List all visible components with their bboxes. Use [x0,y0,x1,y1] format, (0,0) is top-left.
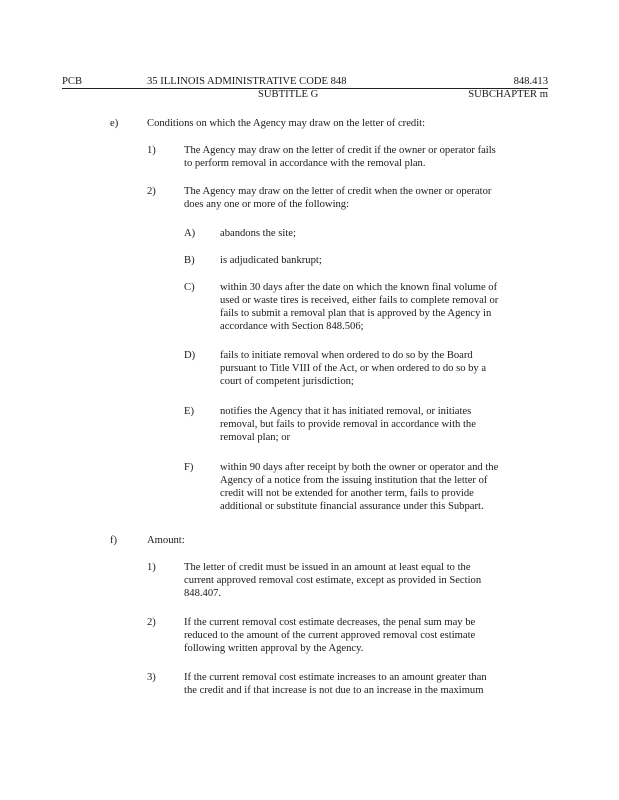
e-sub-e-label: E) [184,406,194,417]
e-sub-d-text [220,349,486,388]
f-item-3-label: 3) [147,672,156,683]
e-sub-c-text [220,281,498,333]
header-code-title: 35 ILLINOIS ADMINISTRATIVE CODE 848 [147,76,347,87]
e-item-2-text [184,185,491,211]
e-item-2-line: does any one or more of the following: [184,199,350,211]
f-item-1-line: The letter of credit must be issued in an amount at least equal to the [184,562,471,573]
e-sub-e-line: notifies the Agency that it has initiated removal, or initiates [220,406,472,417]
header-subchapter: SUBCHAPTER m [468,89,548,100]
e-sub-f-line: additional or substitute financial assurance under this Subpart. [220,501,484,513]
e-item-1-line: to perform removal in accordance with the removal plan. [184,158,426,170]
e-sub-c-line: accordance with Section 848.506; [220,321,364,333]
e-sub-c-line: fails to submit a removal plan that is approved by the Agency in [220,308,492,320]
f-item-1-text [184,561,481,600]
e-sub-a-text [220,227,296,240]
e-sub-f-line: within 90 days after receipt by both the owner or operator and the [220,462,499,473]
f-item-2-label: 2) [147,617,156,628]
e-item-2-line: The Agency may draw on the letter of credit when the owner or operator [184,186,492,197]
subsection-e-label: e) [110,118,119,129]
f-item-2-line: following written approval by the Agency. [184,643,364,655]
e-sub-d-line: court of competent jurisdiction; [220,376,354,388]
subsection-f-label: f) [110,535,118,546]
e-sub-f-line: credit will not be extended for another term, fails to provide [220,488,474,500]
f-item-1-line: 848.407. [184,588,222,600]
f-item-2-text [184,616,475,655]
e-sub-c-line: used or waste tires is received, either fails to complete removal or [220,295,499,307]
e-sub-f-line: Agency of a notice from the issuing institution that the letter of [220,475,488,487]
header-agency: PCB [62,76,83,87]
e-sub-c-line: within 30 days after the date on which the known final volume of [220,282,498,293]
e-sub-d-line: pursuant to Title VIII of the Act, or when ordered to do so by a [220,363,487,375]
e-sub-d-line: fails to initiate removal when ordered to do so by the Board [220,350,473,361]
e-item-2-label: 2) [147,186,156,197]
e-sub-e-text [220,405,476,444]
subsection-e-text: Conditions on which the Agency may draw on the letter of credit: [147,118,426,129]
f-item-1-label: 1) [147,562,156,573]
e-sub-b-line: is adjudicated bankrupt; [220,255,322,266]
f-item-3-line: If the current removal cost estimate increases to an amount greater than [184,672,487,683]
f-item-2-line: reduced to the amount of the current approved removal cost estimate [184,630,476,642]
f-item-1-line: current approved removal cost estimate, except as provided in Section [184,575,482,587]
f-item-2-line: If the current removal cost estimate decreases, the penal sum may be [184,617,476,628]
e-item-1-text [184,144,496,170]
header-subtitle: SUBTITLE G [258,89,319,100]
e-sub-e-line: removal, but fails to provide removal in accordance with the [220,419,476,431]
e-item-1-label: 1) [147,145,156,156]
f-item-3-line: the credit and if that increase is not due to an increase in the maximum [184,685,484,697]
e-sub-f-text [220,461,498,513]
f-item-3-text [184,671,487,697]
e-sub-a-label: A) [184,228,196,239]
header-section-number: 848.413 [513,76,548,87]
e-sub-e-line: removal plan; or [220,432,291,444]
e-sub-b-text [220,254,322,267]
e-sub-b-label: B) [184,255,195,266]
e-sub-c-label: C) [184,282,195,293]
e-sub-f-label: F) [184,462,194,473]
e-item-1-line: The Agency may draw on the letter of credit if the owner or operator fails [184,145,496,156]
subsection-f-text: Amount: [147,535,185,546]
e-sub-a-line: abandons the site; [220,228,296,239]
e-sub-d-label: D) [184,350,196,361]
